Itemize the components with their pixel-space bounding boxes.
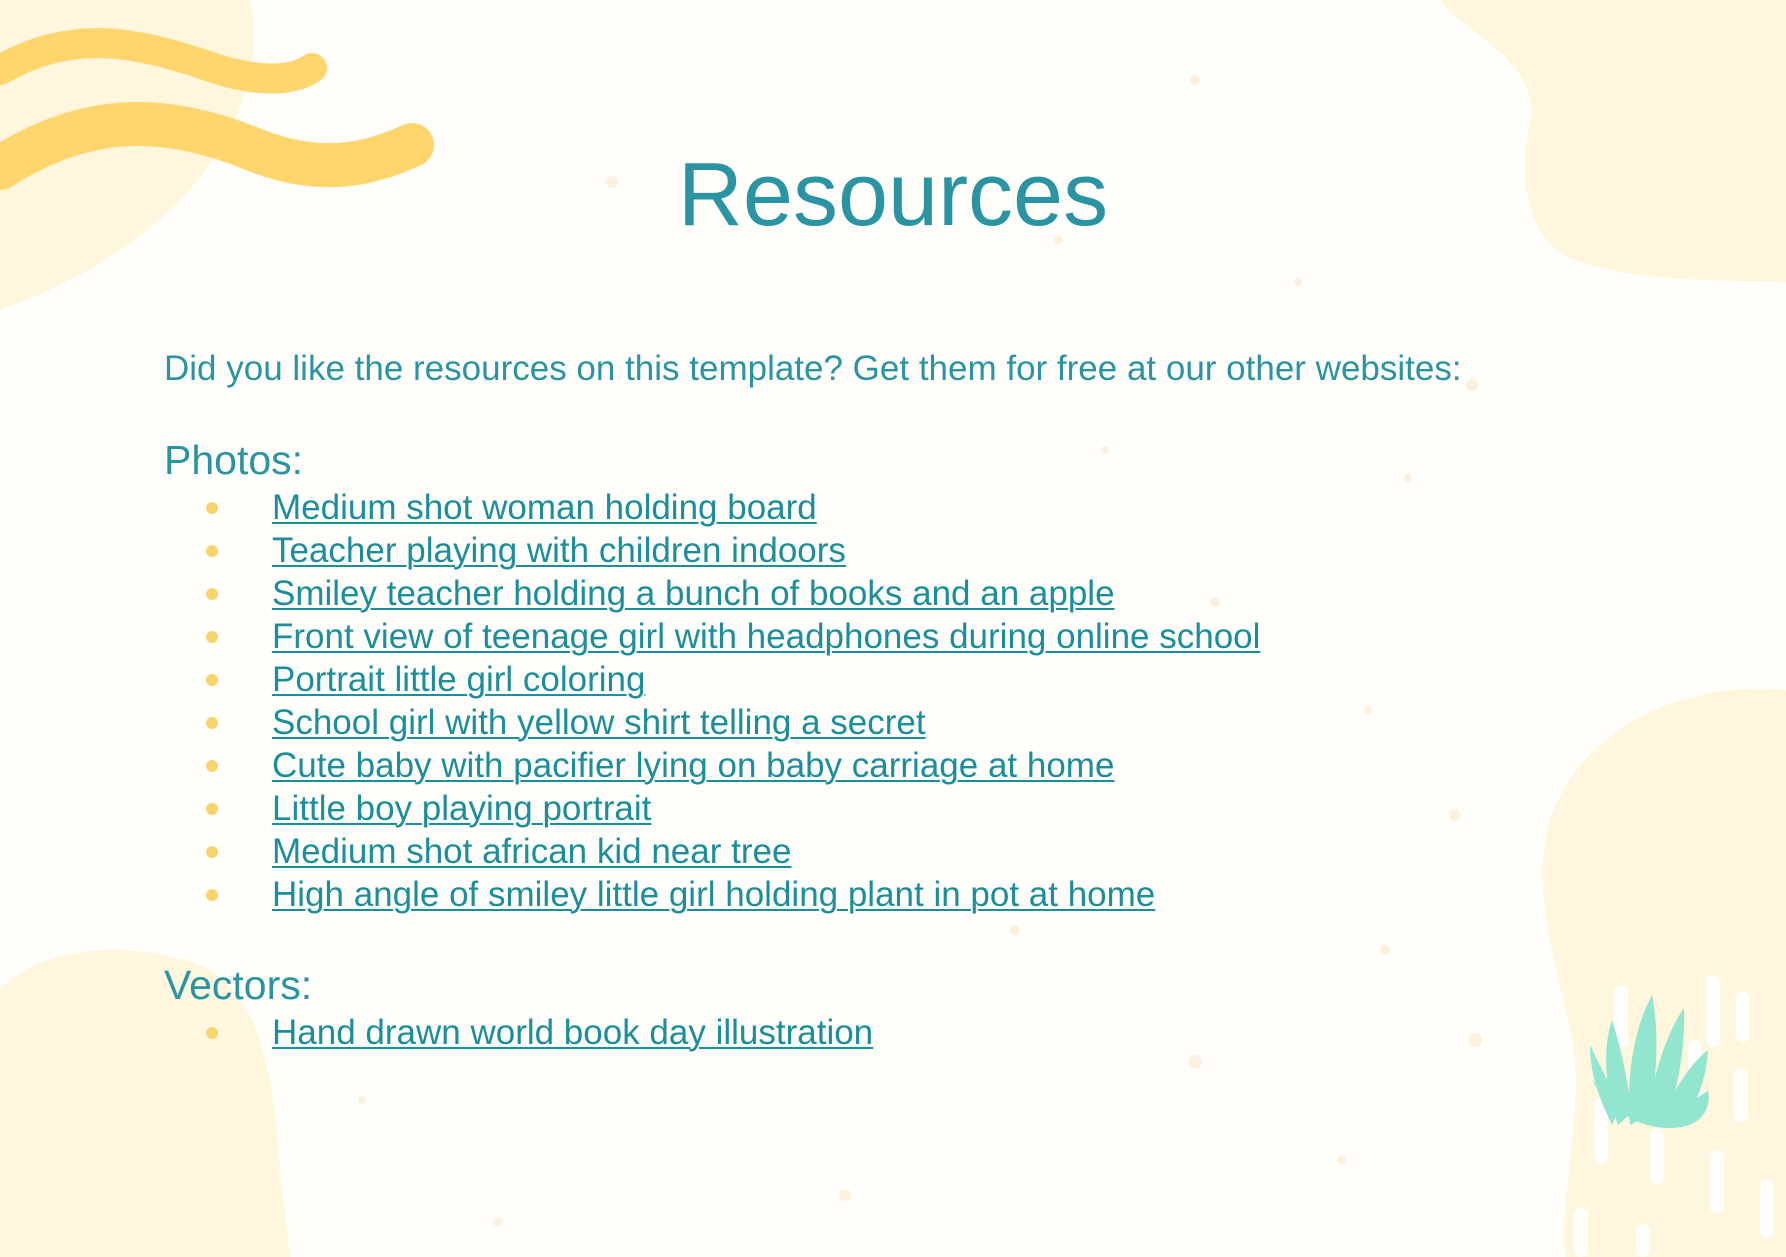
photo-link[interactable]: Front view of teenage girl with headphones during online school <box>272 617 1261 656</box>
list-item <box>164 1011 873 1054</box>
bullet-icon <box>206 1027 218 1039</box>
list-item <box>164 486 1260 529</box>
photo-link[interactable]: Cute baby with pacifier lying on baby carriage at home <box>272 746 1115 785</box>
photo-link[interactable]: Portrait little girl coloring <box>272 660 646 699</box>
vector-link[interactable]: Hand drawn world book day illustration <box>272 1013 874 1052</box>
bullet-icon <box>206 545 218 557</box>
list-item <box>164 830 1260 873</box>
list-item <box>164 873 1260 916</box>
bullet-icon <box>206 588 218 600</box>
bullet-icon <box>206 889 218 901</box>
photos-link-list <box>164 486 1260 916</box>
bullet-icon <box>206 502 218 514</box>
list-item <box>164 744 1260 787</box>
intro-text: Did you like the resources on this template? Get them for free at our other websites: <box>164 349 1462 388</box>
photo-link[interactable]: Medium shot african kid near tree <box>272 832 792 871</box>
list-item <box>164 701 1260 744</box>
list-item <box>164 615 1260 658</box>
photo-link[interactable]: School girl with yellow shirt telling a secret <box>272 703 926 742</box>
photo-link[interactable]: Teacher playing with children indoors <box>272 531 846 570</box>
page-title: Resources <box>677 145 1109 245</box>
photo-link[interactable]: Medium shot woman holding board <box>272 488 817 527</box>
photos-heading: Photos: <box>164 437 304 483</box>
bullet-icon <box>206 717 218 729</box>
vectors-link-list <box>164 1011 873 1054</box>
list-item <box>164 529 1260 572</box>
photo-link[interactable]: High angle of smiley little girl holding plant in pot at home <box>272 875 1156 914</box>
bullet-icon <box>206 803 218 815</box>
bullet-icon <box>206 674 218 686</box>
bullet-icon <box>206 846 218 858</box>
bullet-icon <box>206 760 218 772</box>
vectors-heading: Vectors: <box>164 962 313 1008</box>
list-item <box>164 787 1260 830</box>
photo-link[interactable]: Little boy playing portrait <box>272 789 652 828</box>
blob-bottom-right <box>1542 689 1786 1257</box>
list-item <box>164 572 1260 615</box>
list-item <box>164 658 1260 701</box>
bullet-icon <box>206 631 218 643</box>
photo-link[interactable]: Smiley teacher holding a bunch of books and an apple <box>272 574 1115 613</box>
